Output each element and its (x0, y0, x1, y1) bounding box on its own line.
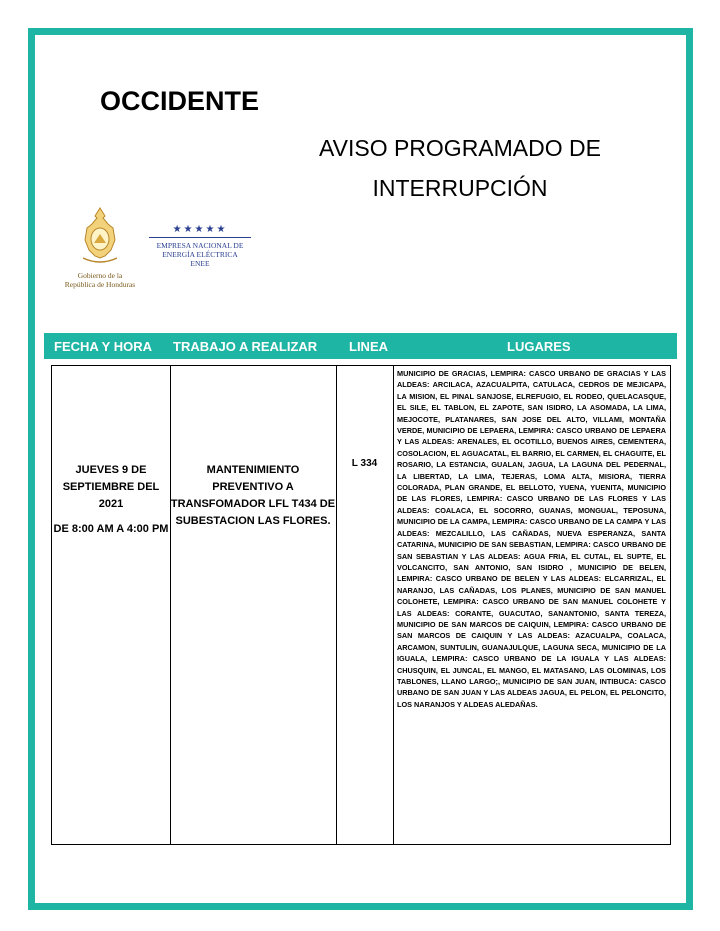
region-title: OCCIDENTE (100, 86, 260, 116)
enee-logo (145, 225, 255, 285)
header-date: FECHA Y HORA (54, 339, 152, 354)
places-cell: MUNICIPIO DE GRACIAS, LEMPIRA: CASCO URBANO DE GRACIAS Y LAS ALDEAS: ARCILACA, AZACUALPITA, CATULACA, CEDROS DE MEJICAPA, LA MISION, EL PINAL SANJOSE, ELREFUGIO, EL RODEO, QUELACASQUE, EL SILE, EL TABLON, EL ZAPOTE, SAN ISIDRO, LA ASOMADA, LA LIMA, MEJOCOTE, PLATANARES, SAN JOSE DEL ALTO, VILLAMI, MONTAÑA VERDE, MUNICIPIO DE LEPAERA, LEMPIRA: CASCO URBANO DE LEPAERA Y LAS ALDEAS: ARENALES, EL OCOTILLO, BUENOS AIRES, CEMENTERA, COSOLACION, EL AGUACATAL, EL BARRIO, EL CARMEN, EL CHAGUITE, EL ROSARIO, LA ESTANCIA, GUALAN, JAGUA, LA LAGUNA DEL PEDERNAL, LA LIBERTAD, LA LIMA, TEJERAS, LOMA ALTA, MISIORA, TIERRA COLORADA, PLAN GRANDE, EL BELLOTO, YUENA, YUENITA, MUNICIPIO DE LAS FLORES, LEMPIRA: CASCO URBANO DE LAS FLORES Y LAS ALDEAS: COALACA, EL SOCORRO, GUANAS, MONGUAL, TEPOSUNA, MUNICIPIO DE LA CAMPA, LEMPIRA: CASCO URBANO DE LA CAMPA Y LAS ALDEAS: MEZCALILLO, LAS CAÑADAS, NUEVA ESPERANZA, SANTA CATARINA, MUNICIPIO DE SAN SEBASTIAN, LEMPIRA: CASCO URBANO DE SAN SEBASTIAN Y LAS ALDEAS: AGUA FRIA, EL CUTAL, EL SUPTE, EL VOLCANCITO, SAN ANTONIO, SAN ISIDRO , MUNICIPIO DE BELEN, LEMPIRA: CASCO URBANO DE BELEN Y LAS ALDEAS: ELCARRIZAL, EL NARANJO, LAS CAÑADAS, LOS PLANES, MUNICIPIO DE SAN MANUEL COLOHETE, LEMPIRA: CASCO URBANO DE SAN MANUEL COLOHETE Y LAS ALDEAS: CORANTE, GUACUTAO, SANANTONIO, SANTA TEREZA, MUNICIPIO DE SAN MARCOS DE CAIQUIN, LEMPIRA: CASCO URBANO DE SAN MARCOS DE CAIQUIN Y LAS ALDEAS: AZACUALPA, COALACA, ARCAMON, SUNTULIN, GUANAJULQUE, LAGUNA SECA, MUNICIPIO DE LA IGUALA, LEMPIRA: CASCO URBANO DE LA IGUALA Y LAS ALDEAS: CHUSQUIN, EL JUNCAL, EL MANGO, EL MATASANO, LAS OLOMINAS, LOS TABLONES, LLANO LARGO;, MUNICIPIO DE SAN JUAN, INTIBUCA: CASCO URBANO DE SAN JUAN Y LAS ALDEAS JAGUA, EL PELON, EL PELONCITO, LOS NARANJOS Y ALDEAS ALEDAÑAS. (397, 369, 666, 709)
line-cell: L 334 (351, 458, 378, 469)
government-logo (60, 206, 140, 294)
date-line1: JUEVES 9 DE (75, 464, 147, 476)
enee-acronym: ENEE (190, 259, 210, 268)
table-header (44, 333, 677, 359)
enee-divider (149, 237, 251, 238)
work-cell: MANTENIMIENTO PREVENTIVO A TRANSFOMADOR LFL T434 DE SUBESTACION LAS FLORES. (170, 464, 336, 527)
column-divider (336, 366, 337, 844)
government-name-line1: Gobierno de la (77, 271, 123, 280)
government-name-line2: República de Honduras (64, 280, 136, 289)
date-line3: 2021 (98, 498, 124, 510)
notice-title-line2: INTERRUPCIÓN (372, 175, 548, 201)
header-work: TRABAJO A REALIZAR (173, 339, 318, 354)
column-divider (393, 366, 394, 844)
coat-of-arms-icon (75, 206, 125, 266)
stars-icon: ★★★★★ (172, 224, 228, 235)
enee-name-line2: ENERGÍA ELÉCTRICA (162, 250, 238, 259)
header-places: LUGARES (507, 339, 571, 354)
notice-title (300, 128, 620, 208)
table-row (51, 365, 671, 845)
date-line2: SEPTIEMBRE DEL (62, 481, 160, 493)
time-range: DE 8:00 AM A 4:00 PM (53, 523, 169, 535)
column-divider (170, 366, 171, 844)
enee-name-line1: EMPRESA NACIONAL DE (156, 241, 244, 250)
header-line: LINEA (349, 339, 388, 354)
notice-title-line1: AVISO PROGRAMADO DE (318, 135, 601, 161)
date-cell (52, 462, 170, 538)
